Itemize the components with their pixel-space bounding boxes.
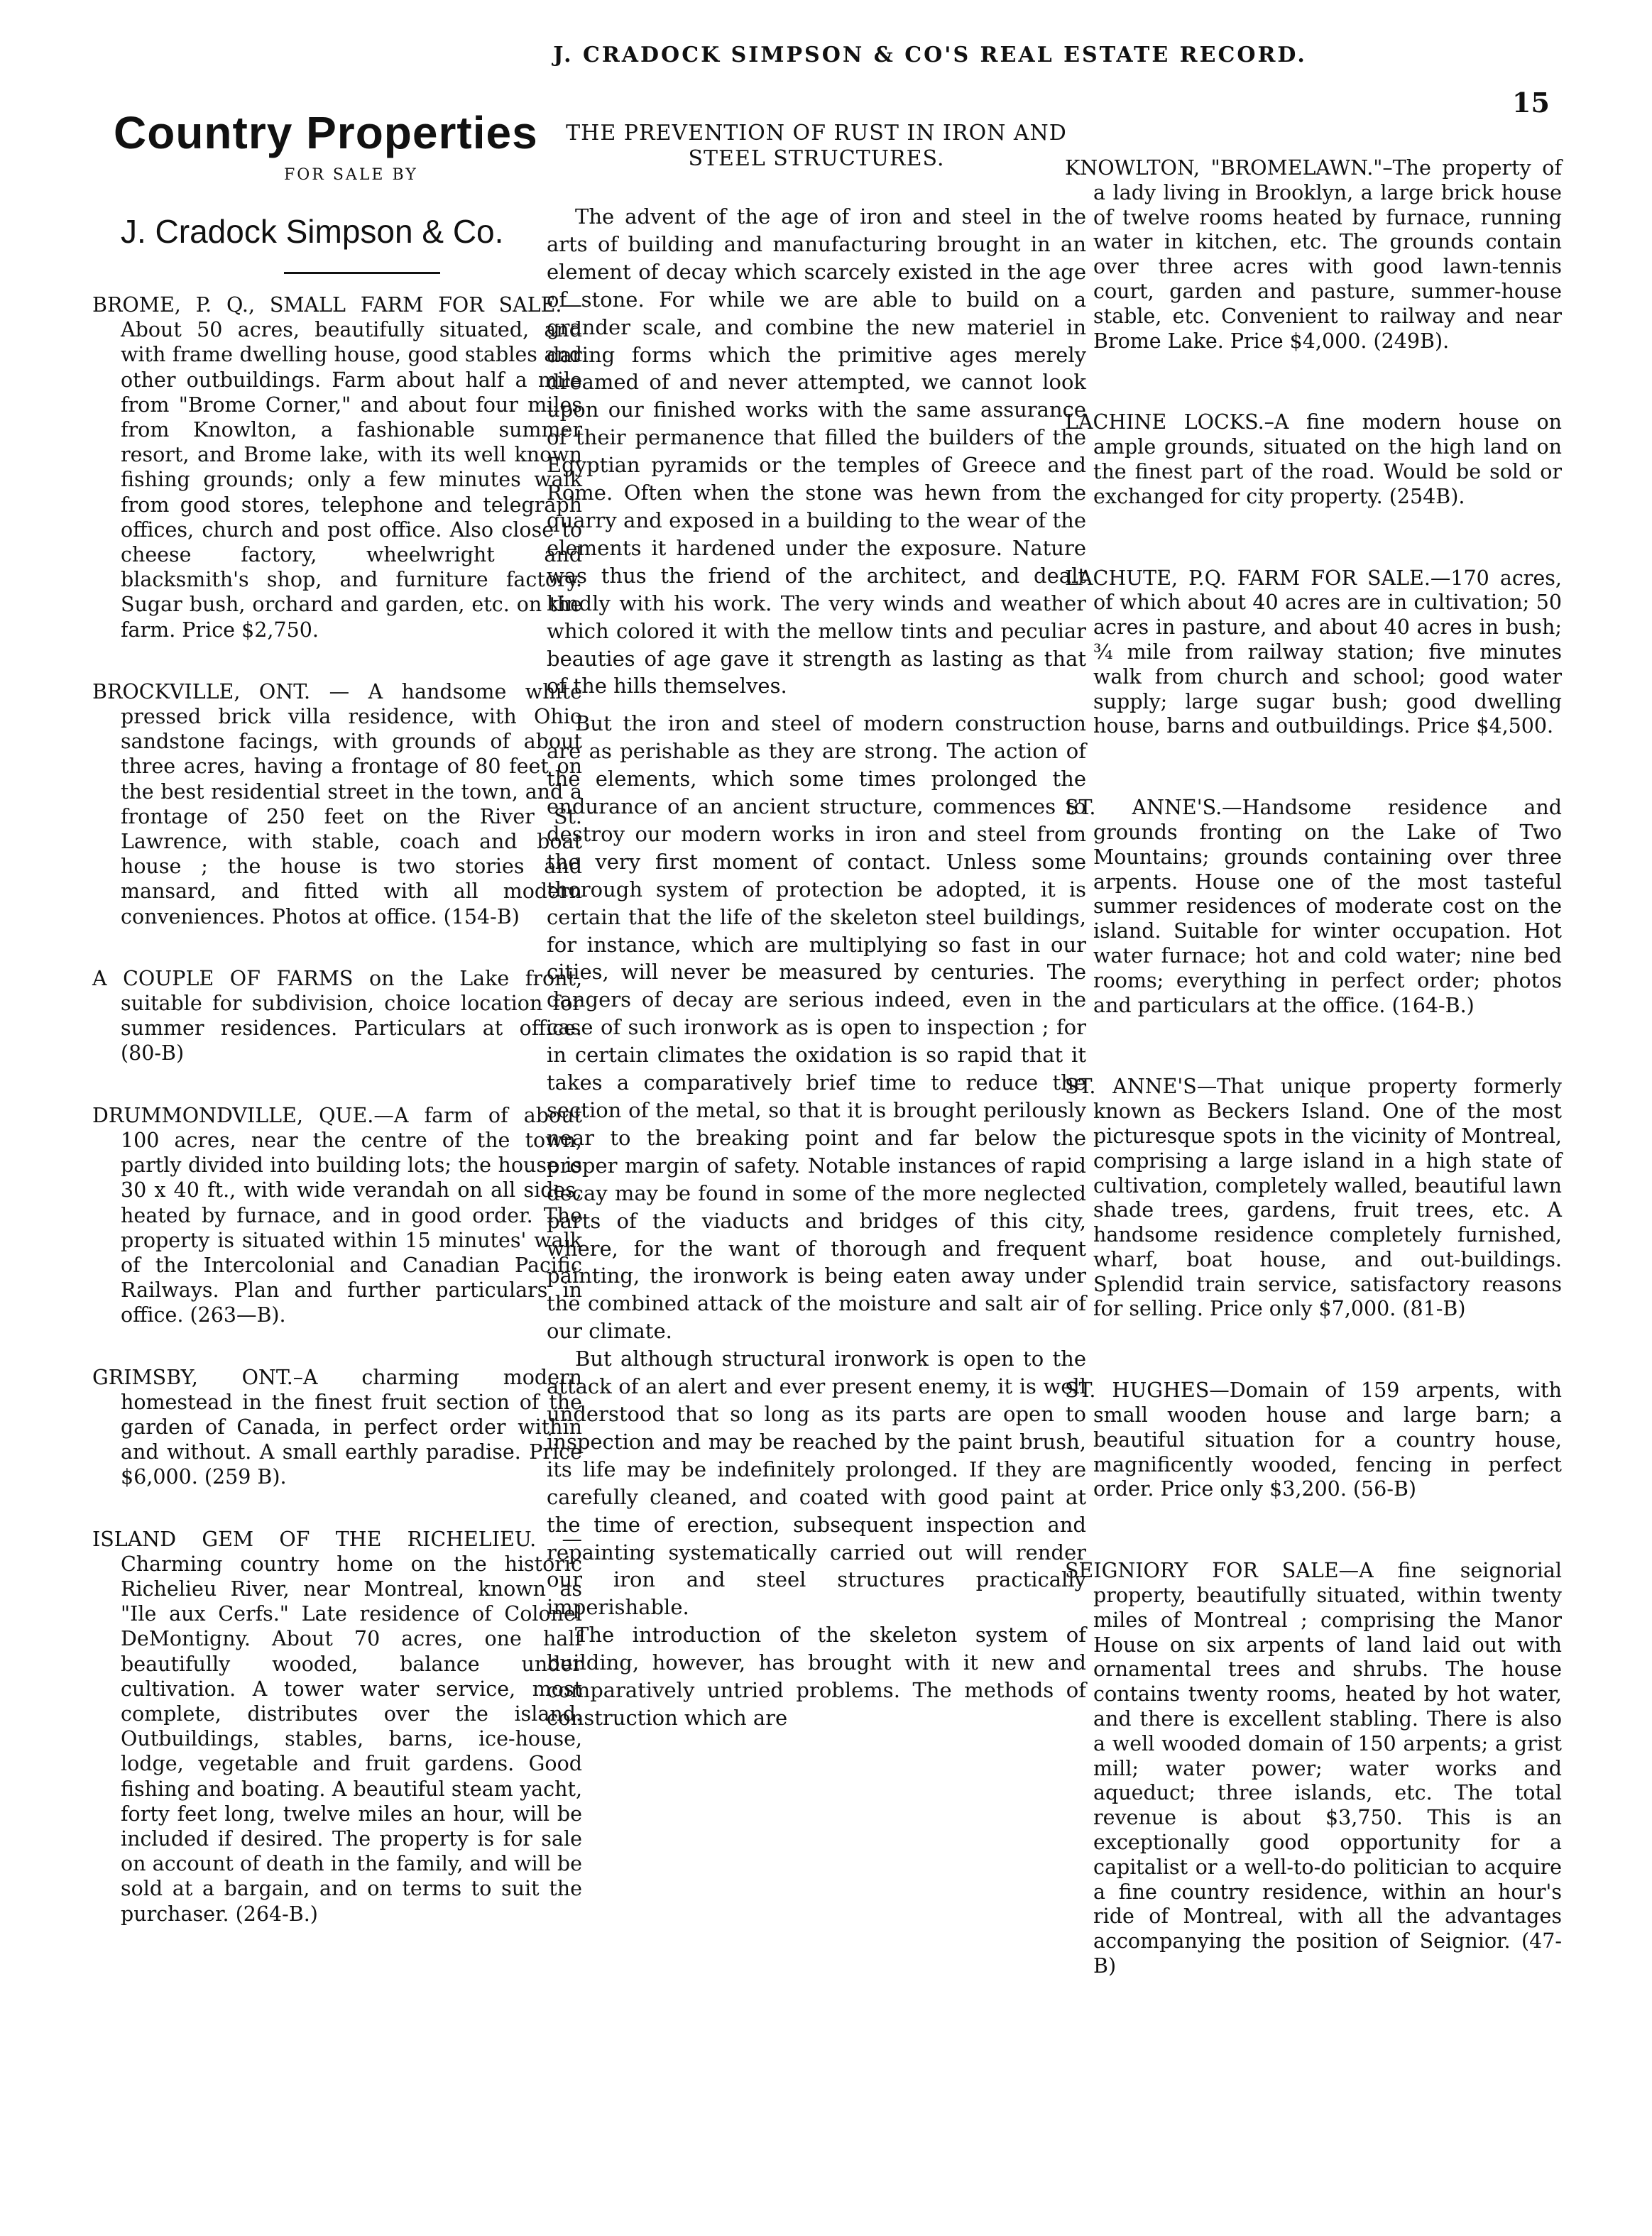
listing-text: ST. ANNE'S—That unique property formerly known as Beckers Island. One of the most picturesque spots in the vicinity of Montreal, comprising a large island in a high state of cultivation, completely walled, beautiful lawn shade trees, gardens, fruit trees, etc. A handsome residence completely furnished, wharf, boat house, and out-buildings. Splendid train service, satisfactory reasons for selling. Price only $7,000. (81-B) (1065, 1075, 1562, 1321)
article-paragraph: The introduction of the skeleton system of building, however, has brought with it new and comparatively untried problems. The methods of construction which are (547, 1623, 1086, 1730)
masthead-title: Country Properties (114, 107, 538, 158)
column-listings-right (1065, 156, 1562, 2036)
article-title: THE PREVENTION OF RUST IN IRON AND STEEL STRUCTURES. (566, 121, 1067, 171)
listing-seigniory (1065, 1559, 1562, 1979)
listing-richelieu (92, 1527, 582, 1927)
column-country-properties (92, 106, 582, 1963)
listing-lachine (1065, 410, 1562, 509)
listing-text: LACHINE LOCKS.–A fine modern house on ample grounds, situated on the high land on the finest part of the road. Would be sold or exchanged for city property. (254B). (1065, 410, 1562, 508)
listing-text: KNOWLTON, "BROMELAWN."–The property of a lady living in Brooklyn, a large brick house of twelve rooms heated by furnace, running water in kitchen, etc. The grounds contain over three acres with good lawn-tennis court, garden and pasture, summer-house stable, etc. Convenient to railway and near Brome Lake. Price $4,000. (249B). (1065, 156, 1562, 353)
listing-text: BROCKVILLE, ONT. — A handsome white pressed brick villa residence, with Ohio sandstone facings, with grounds of about three acres, having a frontage of 80 feet on the best residential street in the town, and a frontage of 250 feet on the River St. Lawrence, with stable, coach and boat house ; the house is two stories and mansard, and fitted with all modern conveniences. Photos at office. (154-B) (92, 679, 582, 928)
listing-text: GRIMSBY, ONT.–A charming modern homestead in the finest fruit section of the garden of Canada, in perfect order within and without. A small earthly paradise. Price $6,000. (259 B). (92, 1365, 582, 1489)
listing-text: ST. ANNE'S.—Handsome residence and grounds fronting on the Lake of Two Mountains; grounds containing over three arpents. House one of the most tasteful summer residences of moderate cost on the island. Suitable for winter occupation. Hot water furnace; hot and cold water; nine bed rooms; everything in perfect order; photos and particulars at the office. (164-B.) (1065, 796, 1562, 1017)
article-paragraph: But the iron and steel of modern construction are as perishable as they are strong. The action of the elements, which some times prolonged the endurance of an ancient structure, commences to destroy our modern works in iron and steel from the very first moment of contact. Unless some thorough system of protection be adopted, it is certain that the life of the skeleton steel buildings, for instance, which are multiplying so fast in our cities, will never be measured by centuries. The dangers of decay are serious indeed, even in the case of such ironwork as is open to inspection ; for in certain climates the oxidation is so rapid that it takes a comparatively brief time to reduce the section of the metal, so that it is brought perilously near to the breaking point and far below the proper margin of safety. Notable instances of rapid decay may be found in some of the more neglected parts of the viaducts and bridges of this city, where, for the want of thorough and frequent painting, the ironwork is being eaten away under the combined attack of the moisture and salt air of our climate. (547, 711, 1086, 1344)
running-header: J. CRADOCK SIMPSON & CO'S REAL ESTATE RECORD. (553, 43, 1307, 67)
listing-st-hughes (1065, 1379, 1562, 1502)
listing-brome (92, 292, 582, 642)
listing-brockville (92, 679, 582, 929)
listing-grimsby (92, 1365, 582, 1490)
listing-text: LACHUTE, P.Q. FARM FOR SALE.—170 acres, of which about 40 acres are in cultivation; 50 acres in pasture, and about 40 acres in bush; ¾ mile from railway station; five minutes walk from church and school; good water supply; large sugar bush; good dwelling house, barns and outbuildings. Price $4,500. (1065, 566, 1562, 738)
listing-text: A COUPLE OF FARMS on the Lake front, suitable for subdivision, choice location for summer residences. Particulars at office. (80-B) (92, 966, 582, 1065)
listing-text: BROME, P. Q., SMALL FARM FOR SALE.—About 50 acres, beautifully situated, and with frame dwelling house, good stables and other outbuildings. Farm about half a mile from "Brome Corner," and about four miles from Knowlton, a fashionable summer resort, and Brome lake, with its well known fishing grounds; only a few minutes walk from good stores, telephone and telegraph offices, church and post office. Also close to cheese factory, wheelwright and blacksmith's shop, and furniture factory. Sugar bush, orchard and garden, etc. on the farm. Price $2,750. (92, 293, 582, 642)
article-paragraph: The advent of the age of iron and steel in the arts of building and manufacturing brought in an element of decay which scarcely existed in the age of stone. For while we are able to build on a grander scale, and combine the new materiel in daring forms which the primitive ages merely dreamed of and never attempted, we cannot look upon our finished works with the same assurance of their permanence that filled the builders of the Egyptian pyramids or the temples of Greece and Rome. Often when the stone was hewn from the quarry and exposed in a building to the wear of the elements it hardened under the exposure. Nature was thus the friend of the architect, and dealt kindly with his work. The very winds and weather which colored it with the mellow tints and peculiar beauties of age gave it strength as lasting as that of the hills themselves. (547, 204, 1086, 698)
masthead-subtitle: FOR SALE BY (284, 166, 418, 184)
listing-drummondville (92, 1103, 582, 1328)
masthead-firm: J. Cradock Simpson & Co. (121, 213, 504, 250)
page-number: 15 (1512, 87, 1550, 119)
listing-text: ISLAND GEM OF THE RICHELIEU. —Charming country home on the historic Richelieu River, near Montreal, known as "Ile aux Cerfs." Late residence of Colonel DeMontigny. About 70 acres, one half beautifully wooded, balance under cultivation. A tower water service, most complete, distributes over the island. Outbuildings, stables, barns, ice-house, lodge, vegetable and fruit gardens. Good fishing and boating. A beautiful steam yacht, forty feet long, twelve miles an hour, will be included if desired. The property is for sale on account of death in the family, and will be sold at a bargain, and on terms to suit the purchaser. (264-B.) (92, 1527, 582, 1926)
article-paragraph: But although structural ironwork is open to the attack of an alert and ever present enemy, it is well understood that so long as its parts are open to inspection and may be reached by the paint brush, its life may be indefinitely prolonged. If they are carefully cleaned, and coated with good paint at the time of erection, subsequent inspection and repainting systematically carried out will render our iron and steel structures practically imperishable. (547, 1347, 1086, 1620)
column-rust-article (547, 106, 1086, 1732)
listing-text: ST. HUGHES—Domain of 159 arpents, with small wooden house and large barn; a beautiful situation for a country house, magnificently wooded, fencing in perfect order. Price only $3,200. (56-B) (1065, 1379, 1562, 1501)
listing-st-annes (1065, 796, 1562, 1018)
listing-beckers-island (1065, 1075, 1562, 1322)
listing-knowlton (1065, 156, 1562, 354)
listing-text: SEIGNIORY FOR SALE—A fine seignorial property, beautifully situated, within twenty miles of Montreal ; comprising the Manor House on six arpents of land laid out with ornamental trees and shrubs. The house contains twenty rooms, heated by hot water, and there is excellent stabling. There is also a well wooded domain of 150 arpents; a grist mill; water power; water works and aqueduct; three islands, etc. The total revenue is about $3,750. This is an exceptionally good opportunity for a capitalist or a well-to-do politician to acquire a fine country residence, within an hour's ride of Montreal, with all the advantages accompanying the position of Seignior. (47-B) (1065, 1559, 1562, 1978)
listing-text: DRUMMONDVILLE, QUE.—A farm of about 100 acres, near the centre of the town, partly divided into building lots; the house is 30 x 40 ft., with wide verandah on all sides, heated by furnace, and in good order. The property is situated within 15 minutes' walk of the Intercolonial and Canadian Pacific Railways. Plan and further particulars in office. (263—B). (92, 1103, 582, 1327)
masthead-rule (284, 272, 440, 274)
listing-lake-farms (92, 966, 582, 1066)
listing-lachute (1065, 566, 1562, 740)
